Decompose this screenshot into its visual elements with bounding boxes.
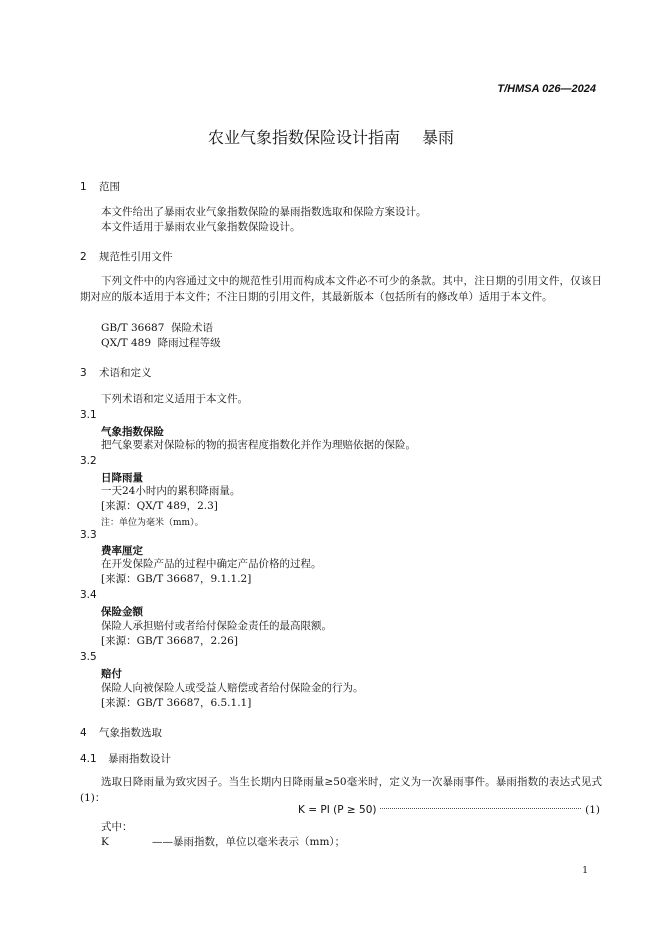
normative-ref-1: GB/T 36687 保险术语 [101, 322, 214, 334]
term-name: 气象指数保险 [101, 426, 164, 438]
term-number: 3.4 [80, 589, 97, 601]
term-definition: 保险人承担赔付或者给付保险金责任的最高限额。 [101, 620, 332, 632]
subsection-title: 暴雨指数设计 [108, 753, 171, 765]
term-name: 赔付 [101, 668, 122, 680]
section-heading-4 [80, 725, 162, 740]
section-number: 4 [80, 727, 87, 739]
section-number: 2 [80, 251, 87, 263]
formula: K = PI (P ≥ 50) [298, 804, 377, 816]
term-number: 3.3 [80, 529, 97, 541]
subsection-heading-4-1 [80, 751, 171, 766]
term-name: 费率厘定 [101, 545, 143, 557]
term-source: [来源：GB/T 36687，9.1.1.2] [101, 573, 252, 585]
term-number: 3.2 [80, 455, 97, 467]
term-definition: 把气象要素对保险标的物的损害程度指数化并作为理赔依据的保险。 [101, 439, 416, 451]
term-note: 注：单位为毫米（mm）。 [101, 518, 204, 528]
term-source: [来源：QX/T 489，2.3] [101, 500, 218, 512]
where-symbol: K [101, 836, 109, 848]
term-name: 保险金额 [101, 606, 143, 618]
subsection-4-1-para: 选取日降雨量为致灾因子。当生长期内日降雨量≥50毫米时，定义为一次暴雨事件。暴雨指数的表达式见式(1)： [80, 776, 602, 804]
term-definition: 在开发保险产品的过程中确定产品价格的过程。 [101, 558, 322, 570]
standard-code: T/HMSA 026—2024 [497, 83, 596, 95]
section-1-para-1: 本文件给出了暴雨农业气象指数保险的暴雨指数选取和保险方案设计。 [101, 206, 427, 218]
subsection-number: 4.1 [80, 753, 97, 765]
title-sub: 暴雨 [422, 128, 455, 147]
section-number: 3 [80, 367, 87, 379]
term-source: [来源：GB/T 36687，6.5.1.1] [101, 697, 252, 709]
section-heading-1 [80, 179, 120, 194]
formula-line [80, 804, 600, 816]
section-title: 规范性引用文件 [99, 251, 173, 263]
term-source: [来源：GB/T 36687，2.26] [101, 635, 238, 647]
term-name: 日降雨量 [101, 472, 143, 484]
section-3-para: 下列术语和定义适用于本文件。 [101, 393, 248, 405]
title-main: 农业气象指数保险设计指南 [207, 128, 400, 147]
section-title: 气象指数选取 [99, 727, 162, 739]
document-title [0, 125, 662, 148]
formula-number: (1) [585, 804, 600, 816]
where-description: ——暴雨指数，单位以毫米表示（mm）； [152, 836, 346, 848]
section-1-para-2: 本文件适用于暴雨农业气象指数保险设计。 [101, 221, 301, 233]
formula-leader-dots [380, 808, 581, 809]
section-title: 术语和定义 [99, 367, 152, 379]
section-title: 范围 [99, 181, 120, 193]
section-heading-2 [80, 249, 173, 264]
section-2-para: 下列文件中的内容通过文中的规范性引用而构成本文件必不可少的条款。其中，注日期的引用文件，仅该日期对应的版本适用于本文件；不注日期的引用文件，其最新版本（包括所有的修改单）适用于本文件。 [80, 275, 602, 303]
term-definition: 一天24小时内的累积降雨量。 [101, 485, 241, 497]
section-number: 1 [80, 181, 87, 193]
where-label: 式中： [101, 821, 133, 833]
term-number: 3.1 [80, 409, 97, 421]
page-number: 1 [582, 866, 588, 876]
term-definition: 保险人向被保险人或受益人赔偿或者给付保险金的行为。 [101, 682, 364, 694]
section-heading-3 [80, 365, 152, 380]
normative-ref-2: QX/T 489 降雨过程等级 [101, 337, 221, 349]
term-number: 3.5 [80, 651, 97, 663]
